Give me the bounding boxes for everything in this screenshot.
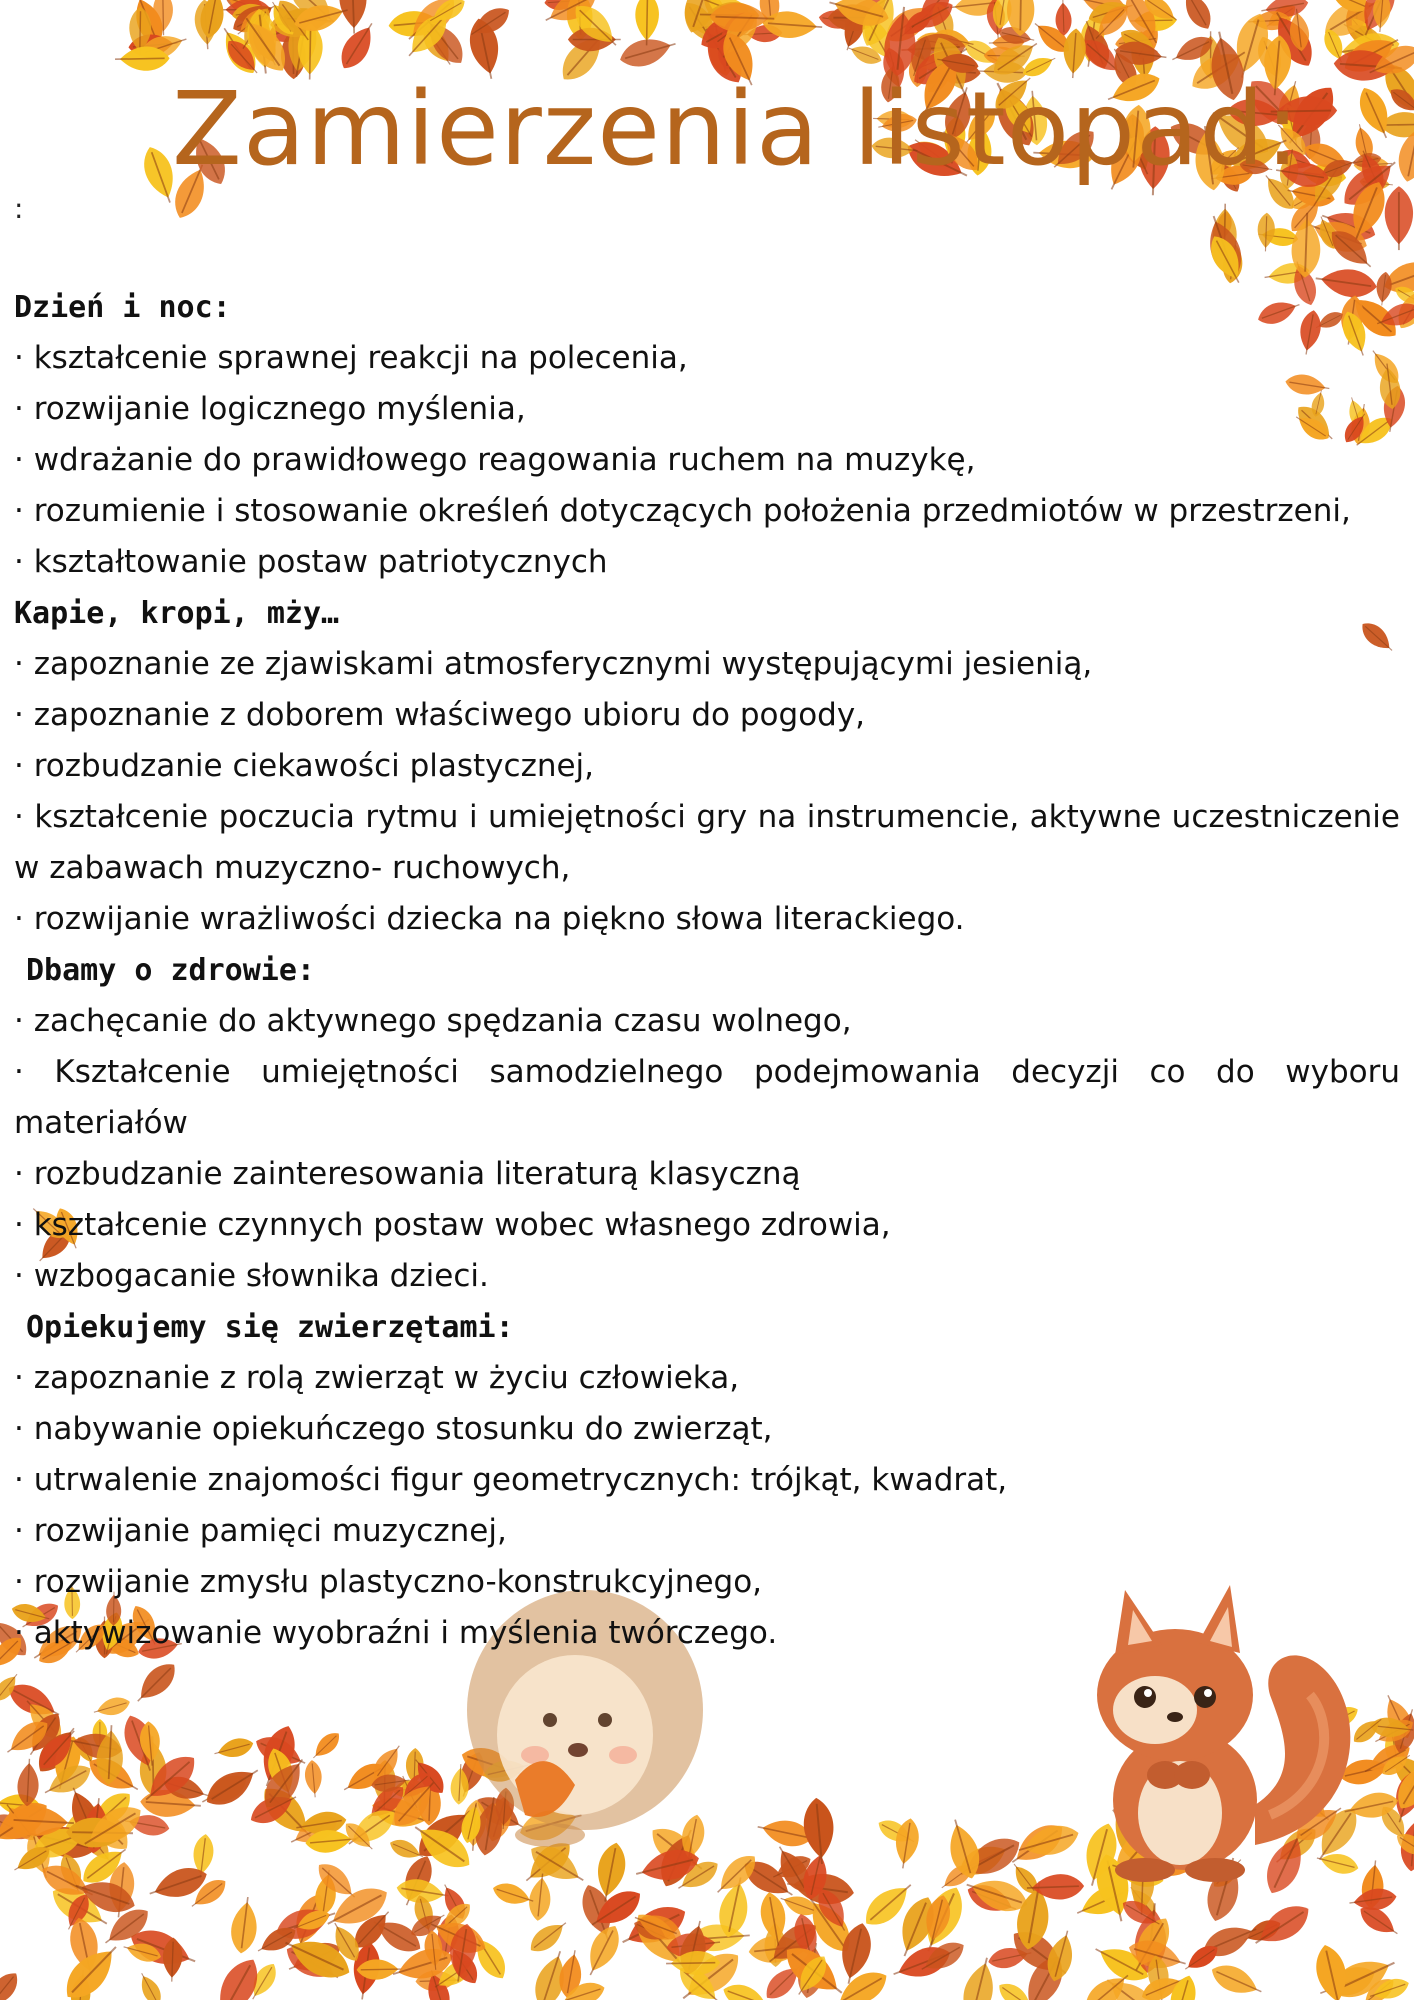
goals-content <box>14 282 1400 1659</box>
list-item: · kształcenie poczucia rytmu i umiejętności gry na instrumencie, aktywne uczestniczenie w zabawach muzyczno- ruchowych, <box>14 799 1400 886</box>
autumn-leaf-icon <box>212 1735 255 1763</box>
autumn-leaf-icon <box>527 1872 553 1921</box>
colon-mark: : <box>14 192 24 225</box>
list-item: · zapoznanie ze zjawiskami atmosferycznymi występującymi jesienią, <box>14 646 1093 682</box>
section-heading: Kapie, kropi, mży… <box>14 596 340 631</box>
list-item: · Kształcenie umiejętności samodzielnego podejmowania decyzji co do wyboru materiałów <box>14 1054 1400 1141</box>
autumn-leaf-icon <box>490 1879 536 1910</box>
list-item: · kształcenie sprawnej reakcji na polecenia, <box>14 340 688 376</box>
autumn-leaf-icon <box>92 1694 133 1720</box>
autumn-leaf-icon <box>635 0 660 46</box>
autumn-leaf-icon <box>1348 1886 1398 1913</box>
autumn-leaf-icon <box>228 1896 260 1955</box>
section-heading: Dbamy o zdrowie: <box>26 953 315 988</box>
list-item: · rozumienie i stosowanie określeń dotyczących położenia przedmiotów w przestrzeni, <box>14 493 1351 529</box>
list-item: · rozwijanie wrażliwości dziecka na piękno słowa literackiego. <box>14 901 965 937</box>
autumn-leaf-icon <box>1176 0 1216 34</box>
autumn-leaf-icon <box>308 1728 344 1764</box>
list-item: · kształtowanie postaw patriotycznych <box>14 544 608 580</box>
list-item: · aktywizowanie wyobraźni i myślenia twórczego. <box>14 1615 778 1651</box>
list-item: · rozbudzanie ciekawości plastycznej, <box>14 748 595 784</box>
squirrel-illustration <box>1070 1575 1370 1885</box>
autumn-leaf-icon <box>801 1797 836 1866</box>
autumn-leaf-icon <box>1257 212 1276 251</box>
list-item: · rozwijanie logicznego myślenia, <box>14 391 526 427</box>
section-day-and-night <box>14 282 1400 588</box>
autumn-leaf-icon <box>1207 1959 1266 2000</box>
autumn-leaf-icon <box>200 1759 265 1813</box>
autumn-leaf-icon <box>1385 186 1413 250</box>
autumn-leaf-icon <box>338 0 367 34</box>
list-item: · rozbudzanie zainteresowania literaturą klasyczną <box>14 1156 801 1192</box>
section-heading: Opiekujemy się zwierzętami: <box>26 1310 514 1345</box>
autumn-leaf-icon <box>334 17 382 74</box>
list-item: · kształcenie czynnych postaw wobec własnego zdrowia, <box>14 1207 891 1243</box>
list-item: · nabywanie opiekuńczego stosunku do zwierząt, <box>14 1411 773 1447</box>
autumn-leaf-icon <box>130 1657 183 1710</box>
page-title: Zamierzenia listopad: <box>172 70 1301 189</box>
list-item: · wdrażanie do prawidłowego reagowania ruchem na muzykę, <box>14 442 976 478</box>
autumn-leaf-icon <box>304 1759 324 1798</box>
list-item: · utrwalenie znajomości figur geometrycznych: trójkąt, kwadrat, <box>14 1462 1008 1498</box>
section-heading: Dzień i noc: <box>14 290 231 325</box>
autumn-leaf-icon <box>0 1967 24 2000</box>
list-item: · wzbogacanie słownika dzieci. <box>14 1258 489 1294</box>
autumn-leaf-icon <box>828 1964 893 2000</box>
autumn-leaf-icon <box>525 1915 572 1958</box>
autumn-leaf-icon <box>1371 0 1392 33</box>
list-item: · rozwijanie pamięci muzycznej, <box>14 1513 507 1549</box>
section-health <box>14 945 1400 1302</box>
list-item: · zachęcanie do aktywnego spędzania czasu wolnego, <box>14 1003 852 1039</box>
list-item: · zapoznanie z doborem właściwego ubioru do pogody, <box>14 697 866 733</box>
autumn-leaf-icon <box>135 1969 166 2000</box>
list-item: · zapoznanie z rolą zwierząt w życiu człowieka, <box>14 1360 740 1396</box>
list-item: · rozwijanie zmysłu plastyczno-konstrukcyjnego, <box>14 1564 763 1600</box>
section-weather <box>14 588 1400 945</box>
